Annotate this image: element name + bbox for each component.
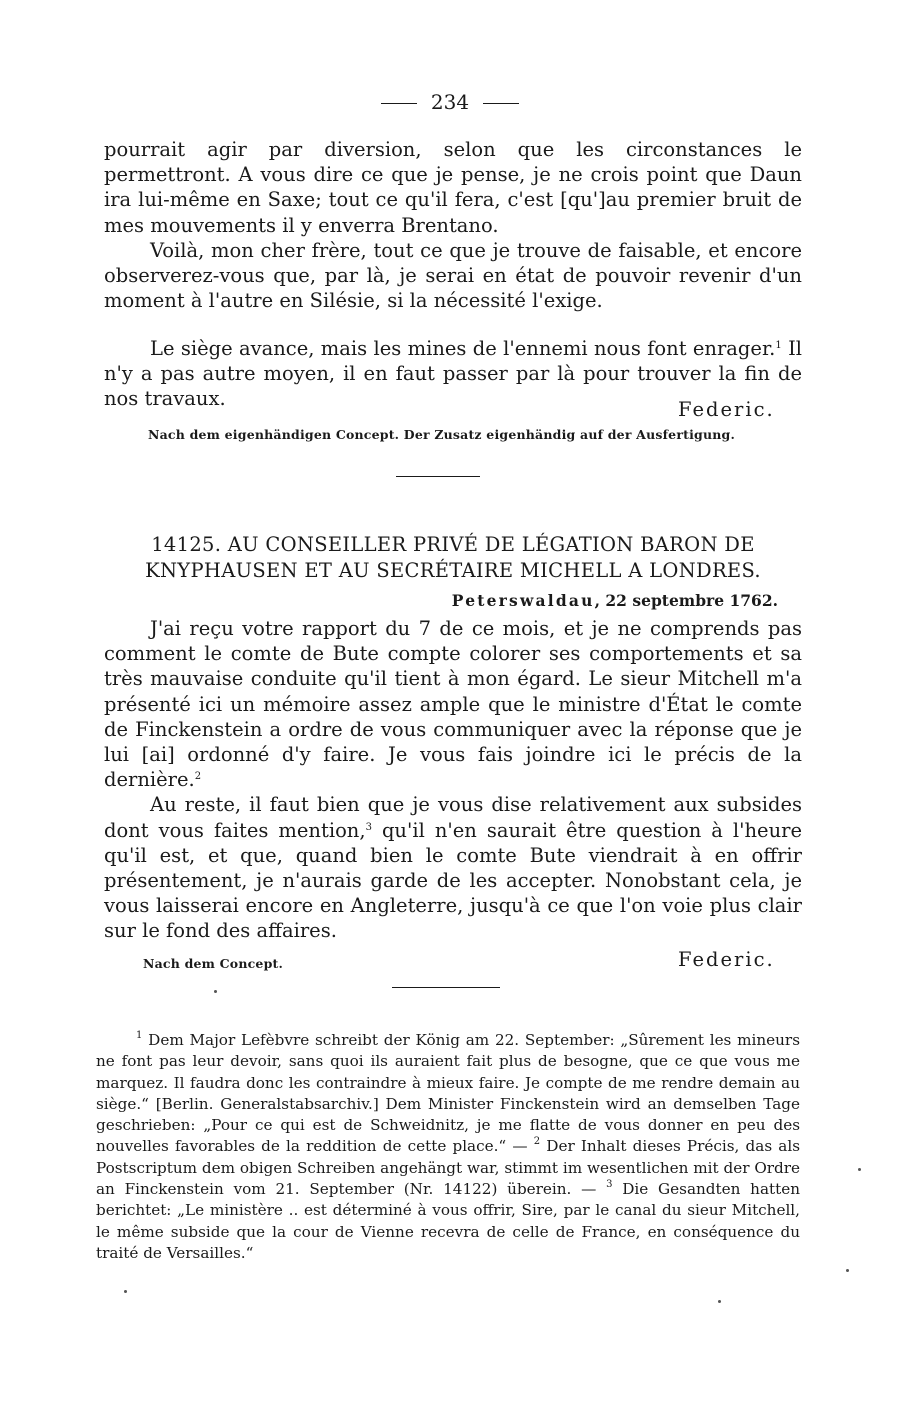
footnotes — [96, 1030, 800, 1264]
signature: Federic. — [678, 948, 775, 971]
paragraph — [104, 792, 802, 943]
page-number-header — [0, 90, 900, 114]
header-dash-right — [483, 103, 519, 104]
dateline — [452, 591, 778, 610]
source-note: Nach dem Concept. — [143, 956, 284, 971]
footnote-ref: 2 — [194, 771, 202, 783]
place: Peterswaldau — [451, 591, 595, 610]
print-speck — [124, 1290, 127, 1293]
paragraph-text: Au reste, il faut bien que je vous dise relativement aux subsides dont vous faites mention, — [104, 793, 802, 842]
footnote-marker: 3 — [606, 1179, 613, 1191]
section-divider — [396, 476, 480, 477]
print-speck — [846, 1269, 849, 1272]
letter-title: AU CONSEILLER PRIVÉ DE LÉGATION BARON DE KNYPHAUSEN ET AU SECRÉTAIRE MICHELL A LONDRES. — [145, 533, 761, 582]
signature: Federic. — [678, 398, 775, 421]
section-divider — [392, 987, 500, 988]
footnote-text: Der Inhalt dieses Précis, das als Postscriptum dem obigen Schreiben angehängt war, stimmt im wesentlichen mit der Ordre an Finckenstein vom 21. September (Nr. 14122) überein. — — [96, 1137, 800, 1199]
paragraph-text: qu'il n'en saurait être question à l'heure qu'il est, et que, quand bien le comte Bute viendrait à en offrir présentement, je n'aurais garde de les accepter. Nonobstant cela, je vous laisserai encore en Angleterre, jusqu'à ce que l'on voie plus clair sur le fond des affaires. — [104, 818, 802, 943]
letter-body — [104, 616, 802, 944]
paragraph-text: Le siège avance, mais les mines de l'ennemi nous font enrager. — [150, 337, 776, 360]
header-dash-left — [381, 103, 417, 104]
footnote-marker: 1 — [136, 1030, 143, 1041]
footnote-text: Dem Major Lefèbvre schreibt der König am 22. September: „Sûrement les mineurs ne font pas leur devoir, sans quoi ils auraient fait plus de besogne, que ce que vous me marquez. Il faudra donc les contraindre à mieux faire. Je compte de me rendre demain au siège.“ [Berlin. Generalstabsarchiv.] Dem Minister Finckenstein wird an demselben Tage geschrieben: „Pour ce qui est de Schweidnitz, je me flatte de vous donner en peu des nouvelles favorables de la reddition de cette place.“ — — [96, 1031, 800, 1156]
footnote-ref: 1 — [775, 340, 782, 351]
print-speck — [214, 990, 217, 993]
paragraph-text: J'ai reçu votre rapport du 7 de ce mois, et je ne comprends pas comment le comte de Bute compte colorer ses comportements et sa très mauvaise conduite qu'il tient à mon égard. Le sieur Mitchell m'a présenté ici un mémoire assez ample que le ministre d'État le comte de Finckenstein a ordre de vous communiquer avec la réponse que je lui [ai] ordonné d'y faire. Je vous fais joindre ici le précis de la dernière. — [104, 617, 802, 792]
letter-number: 14125. — [151, 533, 222, 556]
print-speck — [718, 1300, 721, 1303]
letter-heading — [104, 532, 802, 584]
footnote-marker: 2 — [533, 1136, 541, 1148]
paragraph: Voilà, mon cher frère, tout ce que je trouve de faisable, et encore observerez-vous que, par là, je serai en état de pouvoir revenir d'un moment à l'autre en Silésie, si la nécessité l'exige. — [104, 238, 802, 313]
source-note: Nach dem eigenhändigen Concept. Der Zusatz eigenhändig auf der Ausfertigung. — [148, 427, 736, 442]
footnote-ref: 3 — [365, 821, 372, 833]
footnote-text: Die Gesandten hatten berichtet: „Le ministère .. est déterminé à vous offrir, Sire, par le canal du sieur Mitchell, le même subside que la cour de Vienne recevra de celle de France, en conséquence du traité de Versailles.“ — [96, 1180, 800, 1262]
paragraph-text: Il n'y a pas autre moyen, il en faut passer par là pour trouver la fin de nos travaux. — [104, 337, 803, 411]
date: , 22 septembre 1762. — [594, 591, 778, 610]
print-speck — [858, 1168, 861, 1171]
page-number: 234 — [430, 90, 470, 114]
letter-continuation — [104, 137, 802, 313]
paragraph — [104, 616, 802, 792]
footnote-block — [96, 1030, 800, 1264]
paragraph: pourrait agir par diversion, selon que les circonstances le permettront. A vous dire ce que je pense, je ne crois point que Daun ira lui-même en Saxe; tout ce qu'il fera, c'est [qu']au premier bruit de mes mouvements il y enverra Brentano. — [104, 138, 802, 237]
